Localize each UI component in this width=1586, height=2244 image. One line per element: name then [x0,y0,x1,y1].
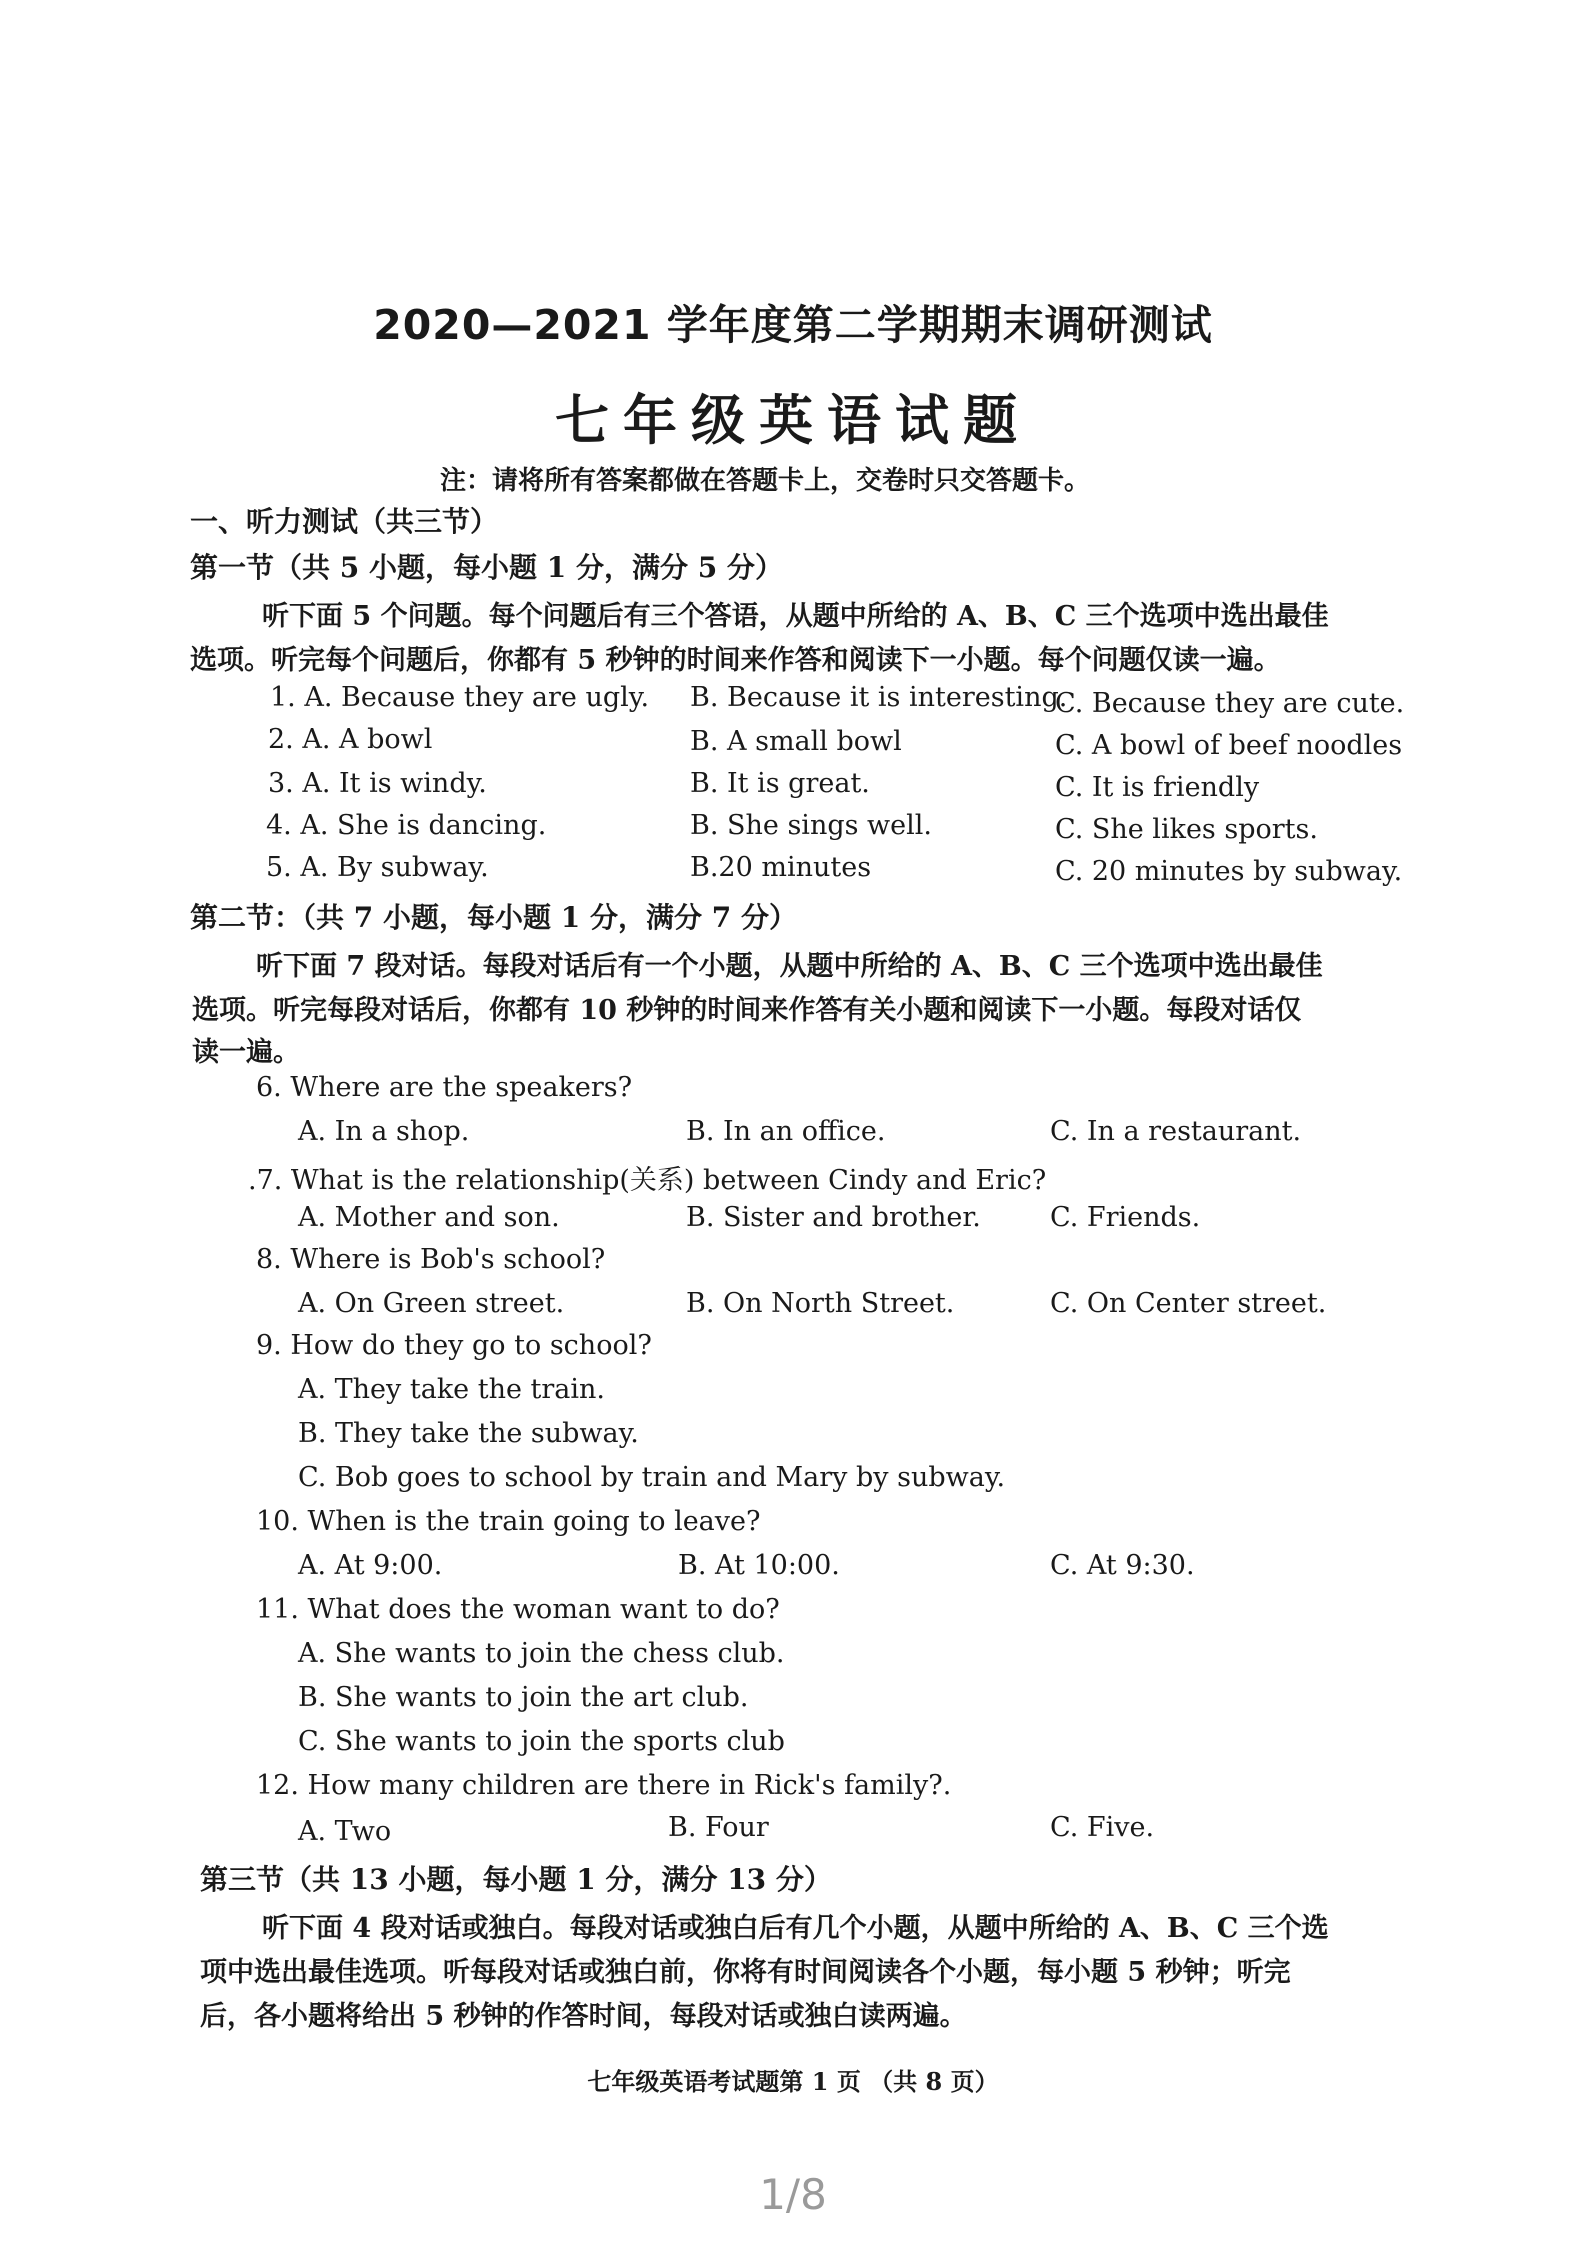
q12-option-b: B. Four [668,1812,769,1843]
q7-option-b: B. Sister and brother. [686,1202,981,1233]
q11-option-a: A. She wants to join the chess club. [298,1638,785,1669]
q7-stem: .7. What is the relationship(关系) between Cindy and Eric? [248,1165,1047,1196]
page-indicator: 1/8 [759,2170,827,2219]
q4-option-b: B. She sings well. [690,810,932,841]
section3-instruction-line3: 后，各小题将给出 5 秒钟的作答时间，每段对话或独白读两遍。 [200,2001,967,2032]
q3-option-c: C. It is friendly [1055,772,1260,803]
q5-option-b: B.20 minutes [690,852,872,883]
q1-option-c: C. Because they are cute. [1055,688,1405,719]
section1-instruction-line2: 选项。听完每个问题后，你都有 5 秒钟的时间来作答和阅读下一小题。每个问题仅读一遍。 [190,645,1281,676]
q12-option-a: A. Two [298,1816,392,1847]
section1-instruction-line1: 听下面 5 个问题。每个问题后有三个答语，从题中所给的 A、B、C 三个选项中选出最佳 [262,601,1329,632]
q5-option-c: C. 20 minutes by subway. [1055,856,1403,887]
q4-option-c: C. She likes sports. [1055,814,1318,845]
q8-stem: 8. Where is Bob's school? [256,1244,606,1275]
q6-option-b: B. In an office. [686,1116,886,1147]
q10-option-a: A. At 9:00. [298,1550,443,1581]
q8-option-a: A. On Green street. [298,1288,565,1319]
q11-option-c: C. She wants to join the sports club [298,1726,785,1757]
section2-instruction-line2: 选项。听完每段对话后，你都有 10 秒钟的时间来作答有关小题和阅读下一小题。每段对话仅 [192,995,1302,1026]
q3-option-a: 3. A. It is windy. [268,768,487,799]
part1-heading: 一、听力测试（共三节） [190,505,499,538]
q7-option-c: C. Friends. [1050,1202,1201,1233]
exam-title: 2020—2021 学年度第二学期期末调研测试 [373,301,1213,349]
q2-option-b: B. A small bowl [690,726,902,757]
section3-heading: 第三节（共 13 小题，每小题 1 分，满分 13 分） [200,1863,832,1896]
q10-stem: 10. When is the train going to leave? [256,1506,761,1537]
q11-option-b: B. She wants to join the art club. [298,1682,749,1713]
section2-heading: 第二节：（共 7 小题，每小题 1 分，满分 7 分） [190,901,797,934]
q6-option-c: C. In a restaurant. [1050,1116,1302,1147]
q9-option-a: A. They take the train. [298,1374,606,1405]
q9-option-b: B. They take the subway. [298,1418,639,1449]
q1-option-a: 1. A. Because they are ugly. [270,682,650,713]
section2-instruction-line1: 听下面 7 段对话。每段对话后有一个小题，从题中所给的 A、B、C 三个选项中选出最佳 [256,951,1323,982]
section1-heading: 第一节（共 5 小题，每小题 1 分，满分 5 分） [190,551,783,584]
q6-stem: 6. Where are the speakers? [256,1072,633,1103]
q9-stem: 9. How do they go to school? [256,1330,652,1361]
exam-note: 注：请将所有答案都做在答题卡上，交卷时只交答题卡。 [440,466,1091,496]
q10-option-b: B. At 10:00. [678,1550,840,1581]
exam-subtitle: 七年级英语试题 [555,388,1031,452]
q12-option-c: C. Five. [1050,1812,1155,1843]
q8-option-b: B. On North Street. [686,1288,955,1319]
q2-option-c: C. A bowl of beef noodles [1055,730,1403,761]
q7-option-a: A. Mother and son. [298,1202,560,1233]
section2-instruction-line3: 读一遍。 [192,1037,300,1068]
q6-option-a: A. In a shop. [298,1116,470,1147]
q2-option-a: 2. A. A bowl [268,724,433,755]
page-footer: 七年级英语考试题第 1 页 （共 8 页） [587,2067,999,2096]
q12-stem: 12. How many children are there in Rick's family?. [256,1770,952,1801]
q9-option-c: C. Bob goes to school by train and Mary by subway. [298,1462,1006,1493]
q8-option-c: C. On Center street. [1050,1288,1327,1319]
section3-instruction-line1: 听下面 4 段对话或独白。每段对话或独白后有几个小题，从题中所给的 A、B、C 三个选 [262,1913,1329,1944]
q10-option-c: C. At 9:30. [1050,1550,1195,1581]
q3-option-b: B. It is great. [690,768,870,799]
section3-instruction-line2: 项中选出最佳选项。听每段对话或独白前，你将有时间阅读各个小题，每小题 5 秒钟；听完 [200,1957,1291,1988]
q11-stem: 11. What does the woman want to do? [256,1594,780,1625]
q1-option-b: B. Because it is interesting. [690,682,1068,713]
q5-option-a: 5. A. By subway. [266,852,489,883]
q4-option-a: 4. A. She is dancing. [266,810,547,841]
